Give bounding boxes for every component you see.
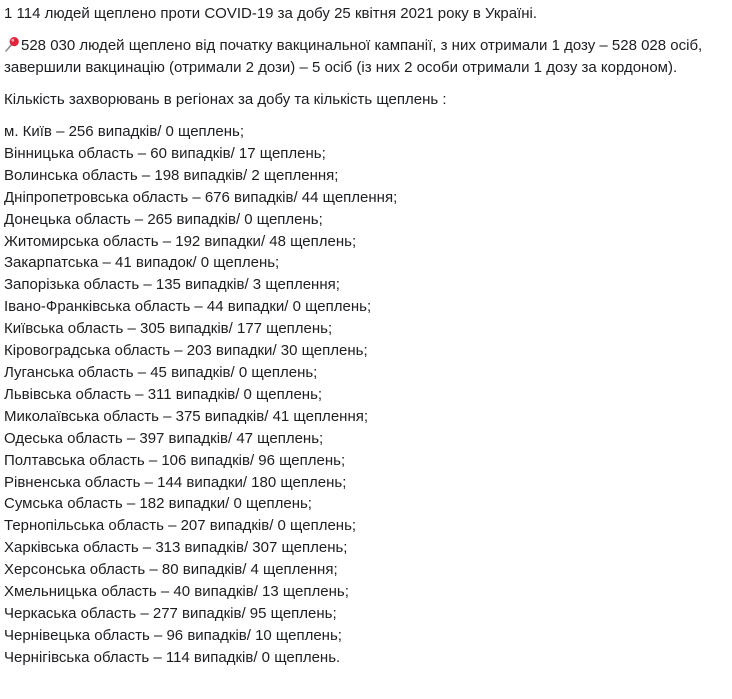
round-pushpin-icon (4, 36, 20, 52)
region-line: Дніпропетровська область – 676 випадків/ 44 щеплення; (4, 188, 398, 206)
region-line: Чернівецька область – 96 випадків/ 10 щеплень; (4, 626, 342, 644)
region-line: Одеська область – 397 випадків/ 47 щеплень; (4, 429, 324, 447)
region-line: Херсонська область – 80 випадків/ 4 щеплення; (4, 561, 338, 579)
region-line: Харківська область – 313 випадків/ 307 щеплень; (4, 539, 348, 557)
region-line: Рівненська область – 144 випадки/ 180 щеплень; (4, 473, 347, 491)
region-line: Львівська область – 311 випадків/ 0 щеплень; (4, 385, 323, 403)
regions-intro: Кількість захворювань в регіонах за добу та кількість щеплень : (4, 91, 447, 108)
region-line: Чернігівська область – 114 випадків/ 0 щеплень. (4, 648, 341, 666)
region-line: Кіровоградська область – 203 випадки/ 30 щеплень; (4, 342, 368, 360)
post-summary (4, 35, 728, 79)
region-line: Житомирська область – 192 випадки/ 48 щеплень; (4, 232, 357, 250)
summary-text: 528 030 людей щеплено від початку вакцинальної кампанії, з них отримали 1 дозу – 528 028 осіб, завершили вакцинацію (отримали 2 дози) – 5 осіб (із них 2 особи отримали 1 дозу за кордоном). (4, 37, 703, 76)
region-line: Луганська область – 45 випадків/ 0 щеплень; (4, 363, 318, 381)
region-line: Полтавська область – 106 випадків/ 96 щеплень; (4, 451, 346, 469)
region-line: Донецька область – 265 випадків/ 0 щеплень; (4, 210, 323, 228)
region-line: Київська область – 305 випадків/ 177 щеплень; (4, 320, 333, 338)
regions-list (4, 121, 728, 669)
region-line: Тернопільська область – 207 випадків/ 0 щеплень; (4, 517, 357, 535)
region-line: Закарпатська – 41 випадок/ 0 щеплень; (4, 254, 280, 272)
post-body (0, 3, 732, 669)
region-line: Вінницька область – 60 випадків/ 17 щеплень; (4, 144, 326, 162)
region-line: Миколаївська область – 375 випадків/ 41 щеплення; (4, 407, 369, 425)
region-line: Черкаська область – 277 випадків/ 95 щеплень; (4, 604, 337, 622)
region-line: Волинська область – 198 випадків/ 2 щеплення; (4, 166, 339, 184)
region-line: м. Київ – 256 випадків/ 0 щеплень; (4, 123, 245, 140)
region-line: Івано-Франківська область – 44 випадки/ 0 щеплень; (4, 298, 372, 316)
region-line: Сумська область – 182 випадки/ 0 щеплень; (4, 495, 312, 513)
region-line: Хмельницька область – 40 випадків/ 13 щеплень; (4, 583, 349, 601)
region-line: Запорізька область – 135 випадків/ 3 щеплення; (4, 276, 340, 294)
post-headline: 1 114 людей щеплено проти COVID-19 за добу 25 квітня 2021 року в Україні. (4, 5, 538, 22)
